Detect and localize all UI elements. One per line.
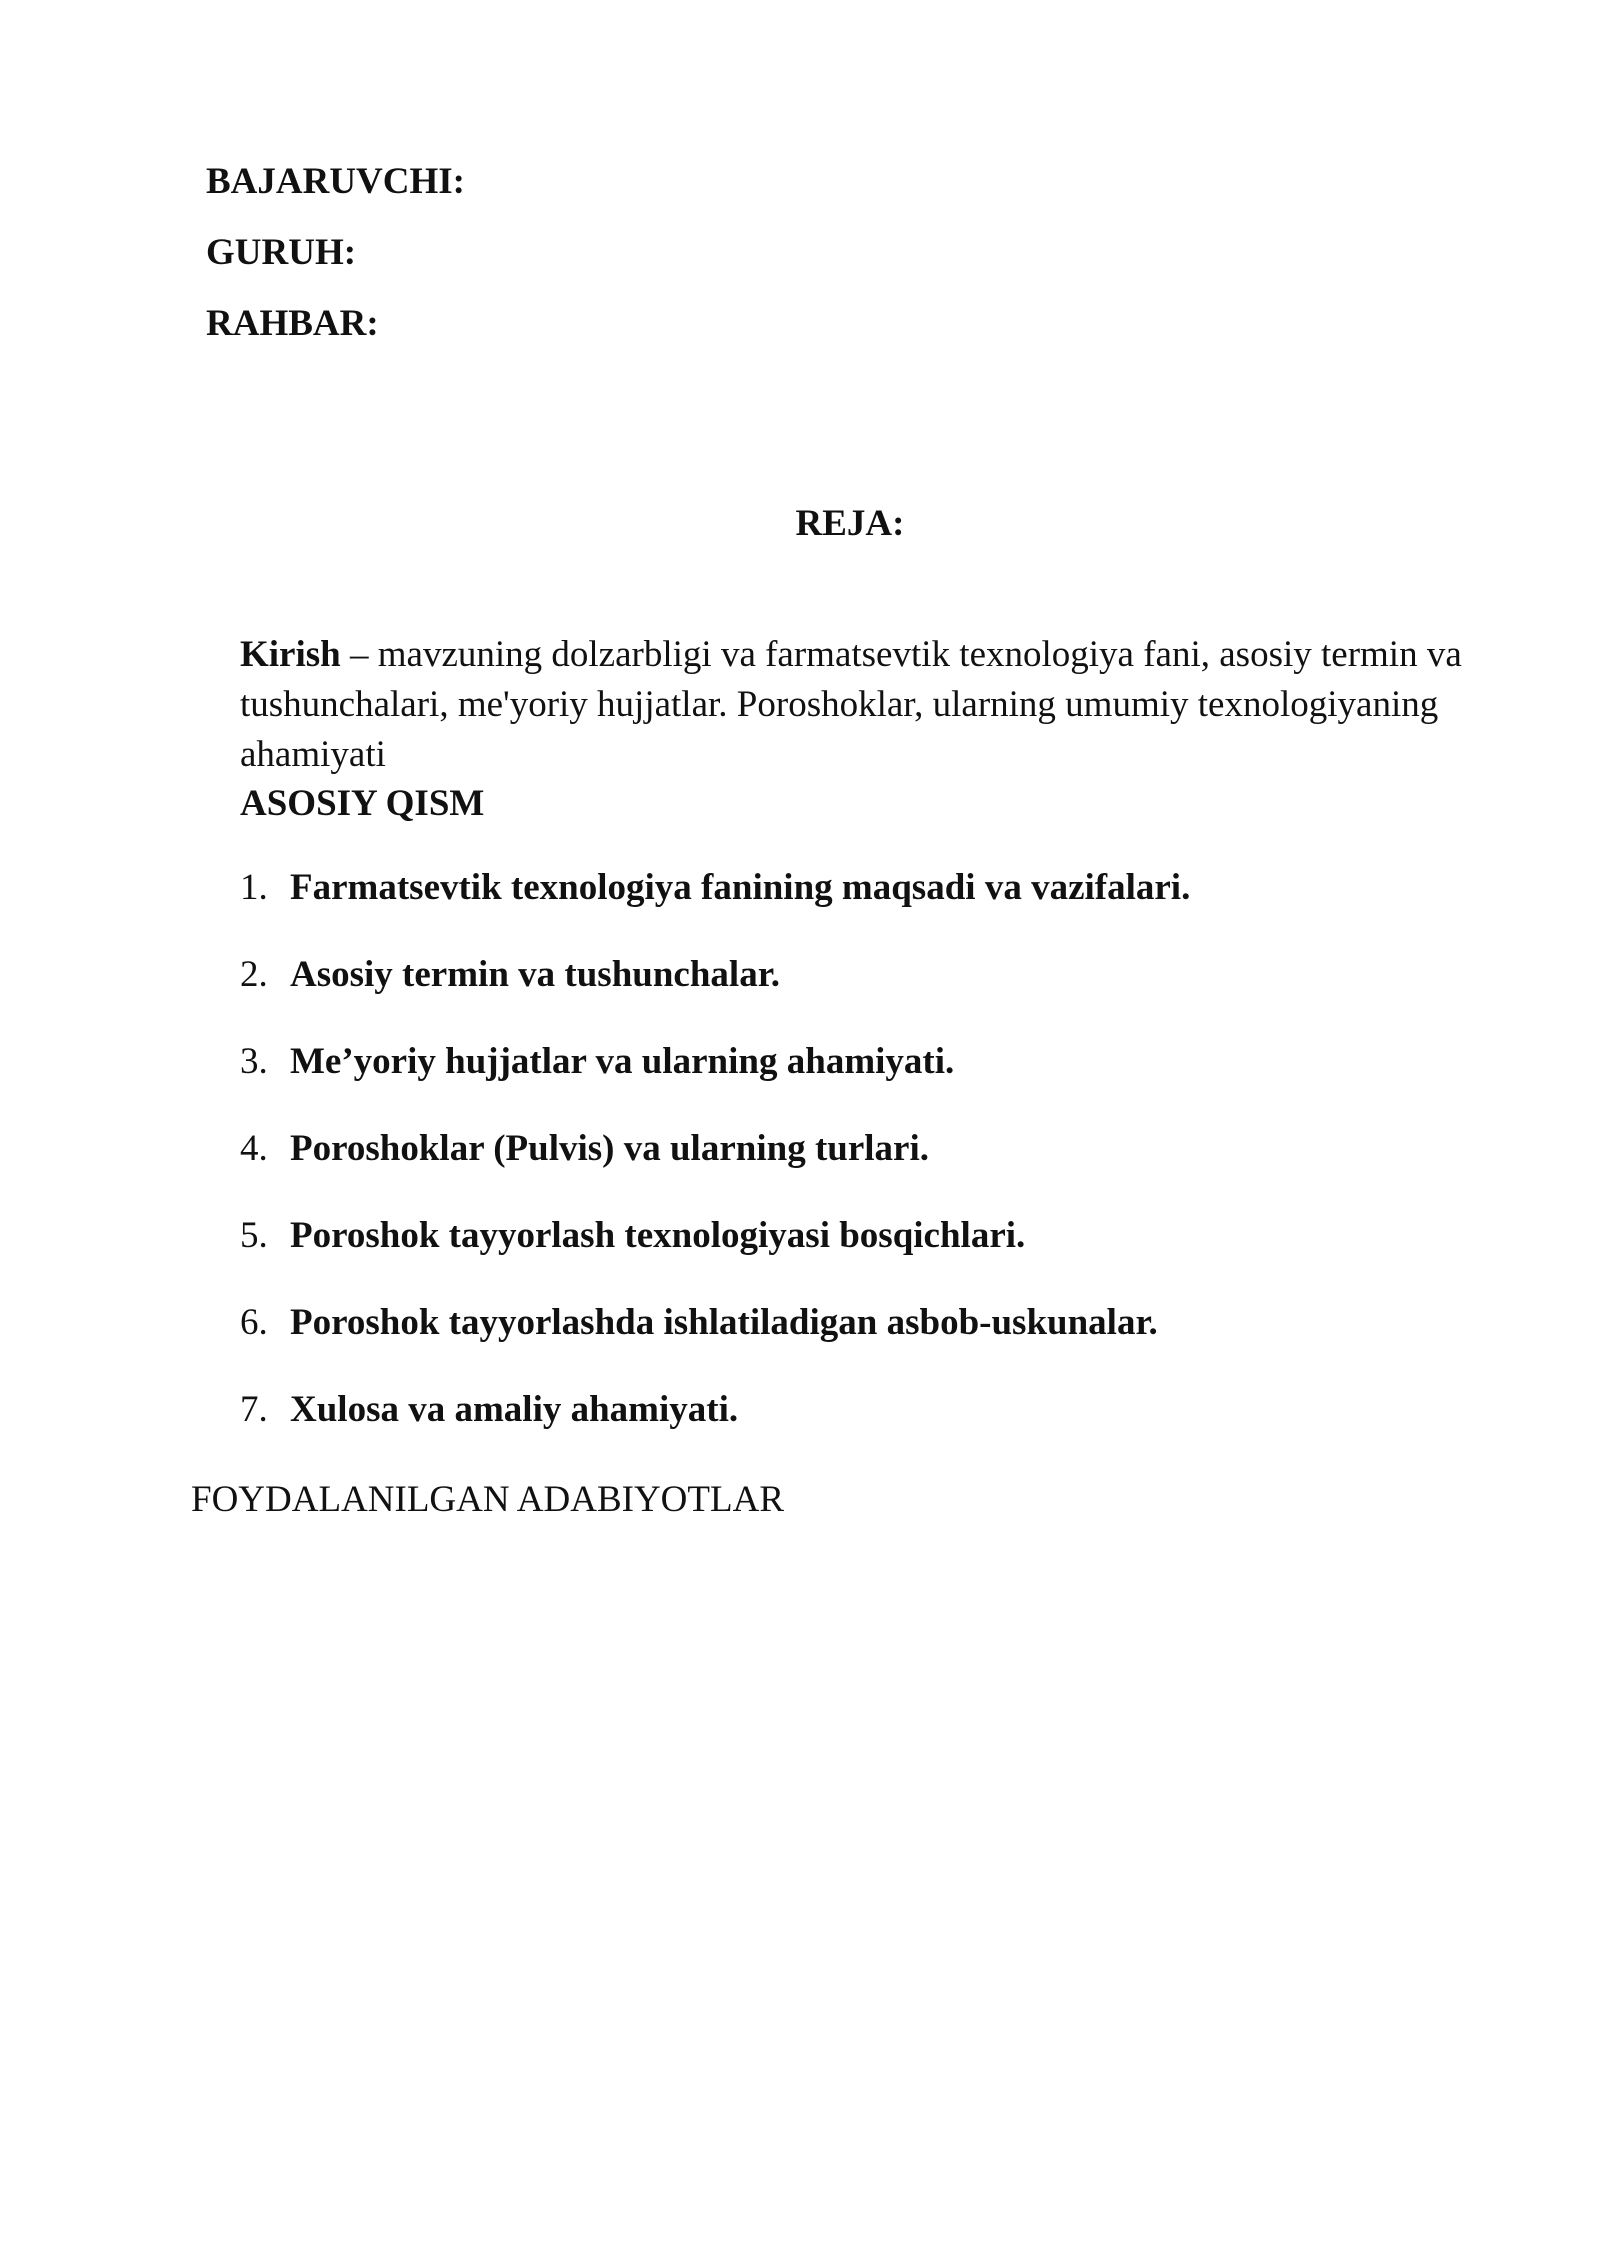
list-item <box>240 1388 1190 1475</box>
list-item <box>240 866 1190 953</box>
intro-paragraph <box>240 630 1505 780</box>
list-item-text: Poroshoklar (Pulvis) va ularning turlari. <box>290 1128 929 1169</box>
list-item <box>240 1127 1190 1214</box>
list-item-number: 1. <box>240 867 268 908</box>
list-item-number: 5. <box>240 1215 268 1256</box>
group-label: GURUH: <box>206 232 357 273</box>
plan-title: REJA: <box>795 503 905 544</box>
list-item-text: Me’yoriy hujjatlar va ularning ahamiyati. <box>290 1041 955 1082</box>
list-item <box>240 953 1190 1040</box>
list-item <box>240 1301 1190 1388</box>
list-item-number: 7. <box>240 1389 268 1430</box>
list-item-number: 6. <box>240 1302 268 1343</box>
supervisor-label: RAHBAR: <box>206 303 379 344</box>
intro-bold-label: Kirish <box>240 634 341 675</box>
list-item-number: 2. <box>240 954 268 995</box>
list-item-number: 4. <box>240 1128 268 1169</box>
list-item-text: Farmatsevtik texnologiya fanining maqsadi va vazifalari. <box>290 867 1191 908</box>
list-item-text: Xulosa va amaliy ahamiyati. <box>290 1389 739 1430</box>
list-item <box>240 1214 1190 1301</box>
executor-label: BAJARUVCHI: <box>206 161 465 202</box>
list-item <box>240 1040 1190 1127</box>
list-item-text: Poroshok tayyorlashda ishlatiladigan asbob-uskunalar. <box>290 1302 1158 1343</box>
intro-text: – mavzuning dolzarbligi va farmatsevtik texnologiya fani, asosiy termin va tushunchalari, me'yoriy hujjatlar. Poroshoklar, ularning umumiy texnologiyaning ahamiyati <box>240 634 1462 775</box>
references-heading: FOYDALANILGAN ADABIYOTLAR <box>191 1479 784 1520</box>
list-item-text: Asosiy termin va tushunchalar. <box>290 954 780 995</box>
plan-list <box>240 866 1190 1475</box>
list-item-number: 3. <box>240 1041 268 1082</box>
main-section-heading: ASOSIY QISM <box>240 783 485 824</box>
list-item-text: Poroshok tayyorlash texnologiyasi bosqichlari. <box>290 1215 1026 1256</box>
